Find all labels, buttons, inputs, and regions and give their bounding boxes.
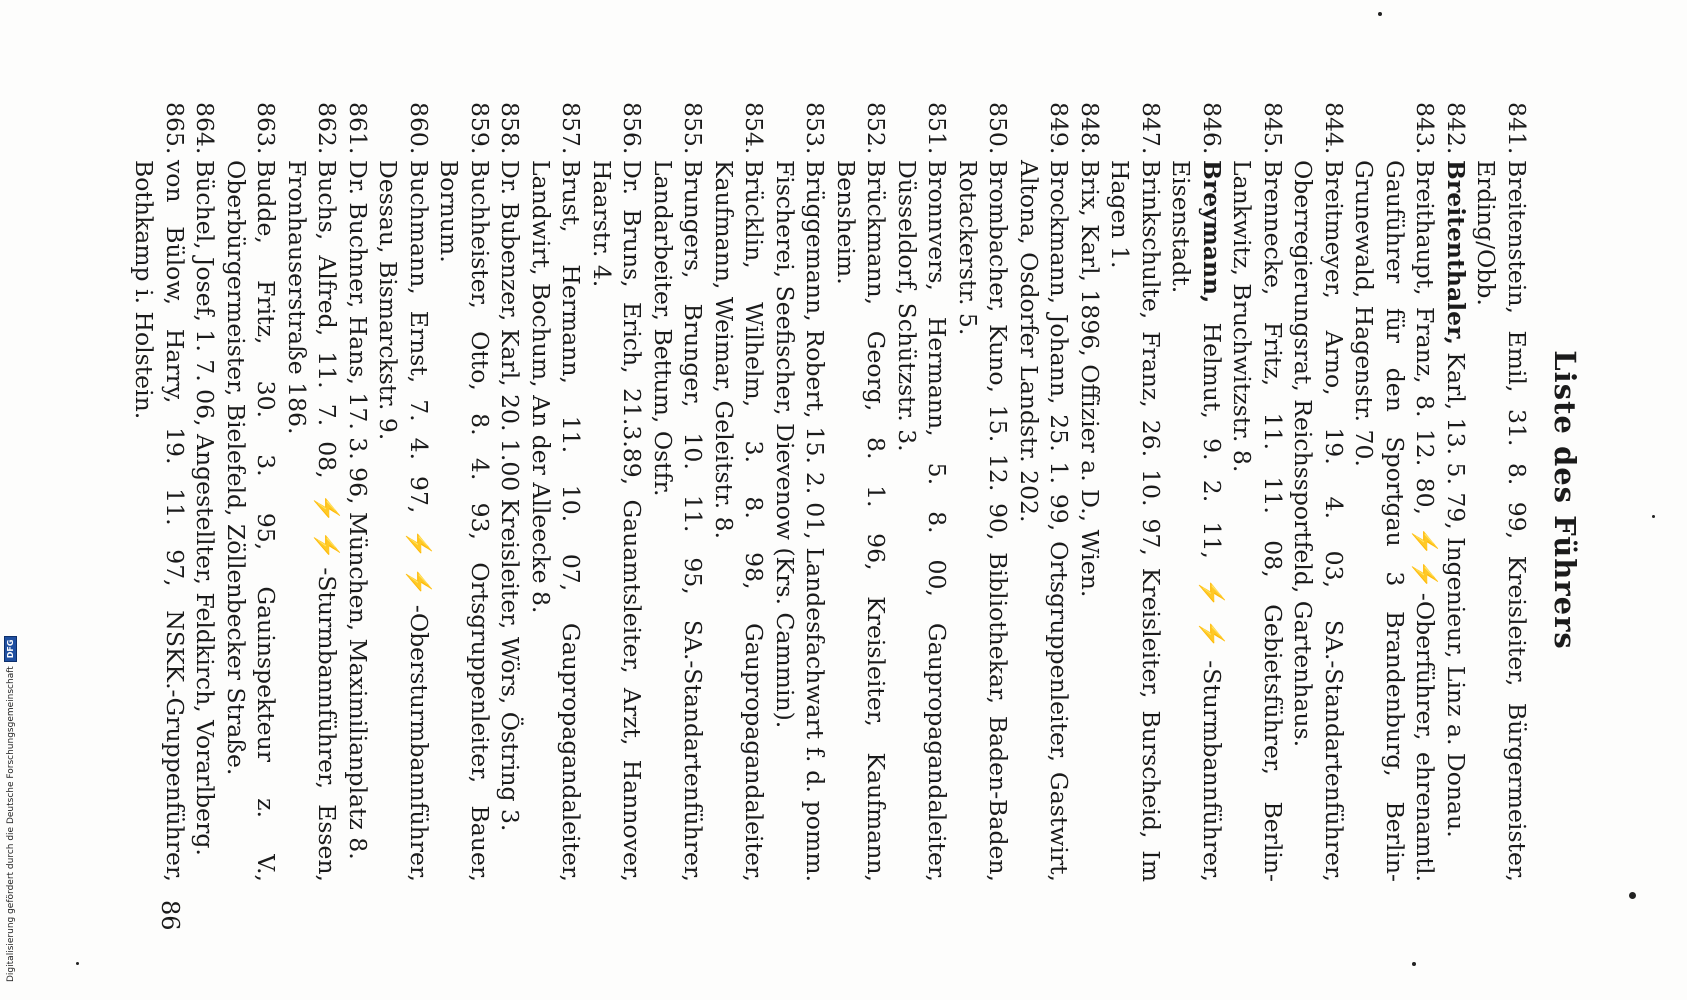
- entry-number: 865.: [160, 102, 189, 155]
- entry-details: Alfred, 11. 7. 08, ⚡⚡-Sturmbannführer, Essen, Fronhauserstraße 186.: [282, 160, 341, 882]
- entry-details: Ernst, 7. 4. 97, ⚡⚡-Obersturmbannführer, Dessau, Bismarckstr. 9.: [374, 160, 433, 882]
- list-item: [1166, 102, 1227, 882]
- entry-details: Harry, 19. 11. 97, NSKK.-Gruppenführer, Bothkamp i. Holstein.: [130, 160, 189, 882]
- entry-number: 843.: [1411, 102, 1439, 155]
- entry-details: Karl, 20. 1.00 Kreisleiter, Wörs, Östring 3.: [496, 321, 524, 832]
- entry-name: Breitmeyer,: [1319, 160, 1348, 299]
- entry-name: Brückmann,: [862, 160, 890, 306]
- page-title: Liste des Führers: [1547, 350, 1582, 650]
- entry-details: Fritz, 11. 11. 08, Gebietsführer, Berlin-Lankwitz, Bruchwitzstr. 8.: [1228, 160, 1287, 882]
- entry-number: 862.: [313, 102, 341, 155]
- entry-details: Franz, 26. 10. 97, Kreisleiter, Burscheid, Im Hagen 1.: [1106, 160, 1165, 882]
- entry-name: Buchmann,: [404, 160, 433, 295]
- entry-name: Bronnvers,: [923, 160, 951, 291]
- entry-name: Dr. Buchner,: [343, 160, 372, 309]
- entry-name: Büchel,: [191, 160, 219, 250]
- scan-speck: [1378, 12, 1382, 16]
- list-item: [1227, 102, 1288, 882]
- entry-name: Brennecke,: [1258, 160, 1287, 296]
- entry-number: 846.: [1197, 102, 1226, 155]
- list-item: [281, 102, 342, 882]
- entry-name: Breithaupt,: [1411, 160, 1439, 296]
- entry-number: 859.: [465, 102, 494, 155]
- list-item: [769, 102, 830, 882]
- entry-number: 845.: [1258, 102, 1287, 155]
- list-item: [1013, 102, 1074, 882]
- entry-number: 849.: [1045, 102, 1073, 155]
- entry-details: Kuno, 15. 12. 90, Bibliothekar, Baden-Baden, Rotackerstr. 5.: [953, 160, 1012, 882]
- entry-number: 864.: [191, 102, 219, 155]
- entry-number: 850.: [984, 102, 1012, 155]
- entry-details: Erich, 21.3.89, Gauamtsleiter, Arzt, Hannover, Haarstr. 4.: [587, 160, 646, 882]
- entry-details: Wilhelm, 3. 8. 98, Gaupropagandaleiter, Kaufmann, Weimar, Geleitstr. 8.: [709, 160, 768, 882]
- entry-number: 852.: [862, 102, 890, 155]
- entry-details: Franz, 8. 12. 80, ⚡⚡-Oberführer, ehrenamtl. Gauführer für den Sportgau 3 Brandenburg, Berlin-Grunewald, Hagenstr. 70.: [1350, 160, 1439, 882]
- entry-details: Johann, 25. 1. 99, Ortsgruppenleiter, Gastwirt, Altona, Osdorfer Landstr. 202.: [1014, 160, 1073, 882]
- list-item: [342, 102, 373, 882]
- entry-name: Brust,: [557, 160, 585, 233]
- list-item: [708, 102, 769, 882]
- entry-number: 847.: [1136, 102, 1165, 155]
- list-item: [1349, 102, 1441, 882]
- entry-number: 853.: [801, 102, 829, 155]
- entry-number: 860.: [404, 102, 433, 155]
- list-item: [434, 102, 495, 882]
- entry-details: Emil, 31. 8. 99, Kreisleiter, Bürgermeister, Erding/Obb.: [1472, 160, 1531, 882]
- entry-number: 856.: [618, 102, 646, 155]
- list-item: [373, 102, 434, 882]
- entry-details: Karl, 13. 5. 79, Ingenieur, Linz a. Donau.: [1441, 344, 1470, 838]
- entry-name: Brücklin,: [740, 160, 768, 269]
- list-item: [190, 102, 221, 882]
- entry-number: 848.: [1075, 102, 1104, 155]
- entry-list: [129, 102, 1532, 882]
- list-item: [1074, 102, 1105, 882]
- credit-text: Digitalisierung gefördert durch die Deutsche Forschungsgemeinschaft: [6, 666, 16, 982]
- entry-details: Robert, 15. 2. 01, Landesfachwart f. d. pomm. Fischerei, Seefischer, Dievenow (Krs. Cammin).: [770, 160, 829, 882]
- entry-details: Otto, 8. 4. 93, Ortsgruppenleiter, Bauer, Bornum.: [435, 160, 494, 882]
- entry-details: Karl, 1896, Offizier a. D., Wien.: [1075, 216, 1104, 598]
- entry-number: 855.: [679, 102, 707, 155]
- entry-name: Brix,: [1075, 160, 1104, 217]
- entry-name: Breitenthaler,: [1441, 160, 1470, 345]
- entry-name: Buchheister,: [465, 160, 494, 309]
- entry-number: 857.: [557, 102, 585, 155]
- entry-details: Helmut, 9. 2. 11, ⚡⚡-Sturmbannführer, Eisenstadt.: [1167, 160, 1226, 882]
- entry-name: Brockmann,: [1045, 160, 1073, 305]
- entry-details: Brunger, 10. 11. 95, SA.-Standartenführer, Landarbeiter, Bettum, Ostfr.: [648, 160, 707, 882]
- entry-number: 854.: [740, 102, 768, 155]
- list-item: [830, 102, 891, 882]
- entry-name: von Bülow,: [160, 160, 189, 306]
- entry-name: Dr. Bubenzer,: [496, 160, 524, 322]
- scan-speck: [1412, 962, 1416, 966]
- scan-speck: [1652, 515, 1655, 518]
- entry-name: Buchs,: [313, 160, 341, 241]
- list-item: [1440, 102, 1471, 882]
- list-item: [495, 102, 526, 882]
- entry-details: Georg, 8. 1. 96, Kreisleiter, Kaufmann, Bensheim.: [831, 160, 890, 882]
- entry-details: Arno, 19. 4. 03, SA.-Standartenführer, Oberregierungsrat, Reichssportfeld, Gartenhaus.: [1289, 160, 1348, 882]
- entry-number: 861.: [343, 102, 372, 155]
- scan-speck: [1629, 892, 1636, 899]
- document-page: [64, 20, 1624, 980]
- list-item: [647, 102, 708, 882]
- entry-details: Hermann, 5. 8. 00, Gaupropagandaleiter, Düsseldorf, Schützstr. 3.: [892, 160, 951, 882]
- entry-name: Brombacher,: [984, 160, 1012, 313]
- entry-details: Hermann, 11. 10. 07, Gaupropagandaleiter, Landwirt, Bochum, An der Alleecke 8.: [526, 160, 585, 882]
- scan-speck: [76, 962, 79, 965]
- list-item: [129, 102, 190, 882]
- entry-number: 841.: [1502, 102, 1531, 155]
- entry-number: 863.: [252, 102, 280, 155]
- list-item: [525, 102, 586, 882]
- entry-details: Hans, 17. 3. 96, München, Maximilianplatz 8.: [343, 308, 372, 860]
- list-item: [891, 102, 952, 882]
- page-number: 86: [155, 900, 184, 931]
- list-item: [220, 102, 281, 882]
- entry-number: 844.: [1319, 102, 1348, 155]
- entry-number: 842.: [1441, 102, 1470, 155]
- entry-name: Breitenstein,: [1502, 160, 1531, 314]
- entry-name: Brüggemann,: [801, 160, 829, 322]
- list-item: [1288, 102, 1349, 882]
- entry-number: 858.: [496, 102, 524, 155]
- list-item: [586, 102, 647, 882]
- entry-name: Budde,: [252, 160, 280, 244]
- entry-name: Brinkschulte,: [1136, 160, 1165, 320]
- list-item: [952, 102, 1013, 882]
- entry-number: 851.: [923, 102, 951, 155]
- digitization-credit: [4, 636, 17, 982]
- entry-details: Josef, 1. 7. 06, Angestellter, Feldkirch, Vorarlberg.: [191, 249, 219, 856]
- list-item: [1471, 102, 1532, 882]
- entry-name: Dr. Bruns,: [618, 160, 646, 288]
- entry-details: Fritz, 30. 3. 95, Gauinspekteur z. V., Oberbürgermeister, Bielefeld, Zöllenbecker Straße.: [221, 160, 280, 882]
- dfg-logo: DFG: [4, 636, 17, 663]
- entry-name: Brungers,: [679, 160, 707, 279]
- entry-name: Breymann,: [1197, 160, 1226, 304]
- list-item: [1105, 102, 1166, 882]
